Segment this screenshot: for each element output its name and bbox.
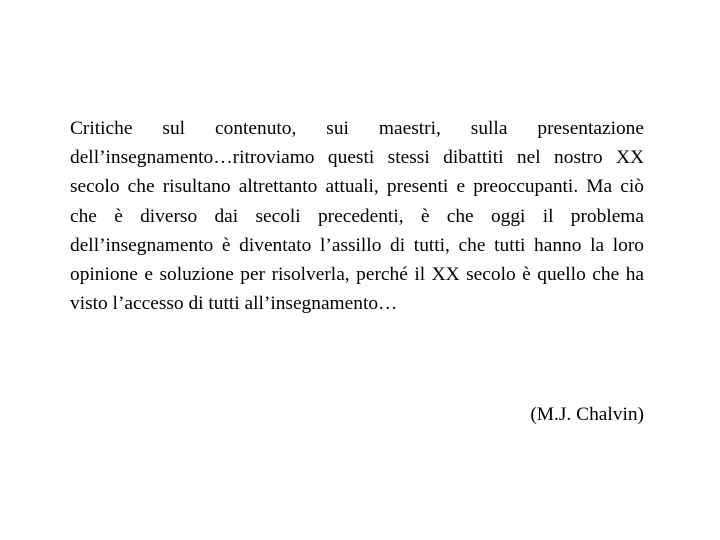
quote-text: Critiche sul contenuto, sui maestri, sulla presentazione dell’insegnamento…ritroviamo questi stessi dibattiti nel nostro XX secolo che risultano altrettanto attuali, presenti e preoccupanti. Ma ciò che è diverso dai secoli precedenti, è che oggi il problema dell’insegnamento è diventato l’assillo di tutti, che tutti hanno la loro opinione e soluzione per risolverla, perché il XX secolo è quello che ha visto l’accesso di tutti all’insegnamento… xyxy=(70,118,644,315)
quote-attribution: (M.J. Chalvin) xyxy=(530,404,644,425)
